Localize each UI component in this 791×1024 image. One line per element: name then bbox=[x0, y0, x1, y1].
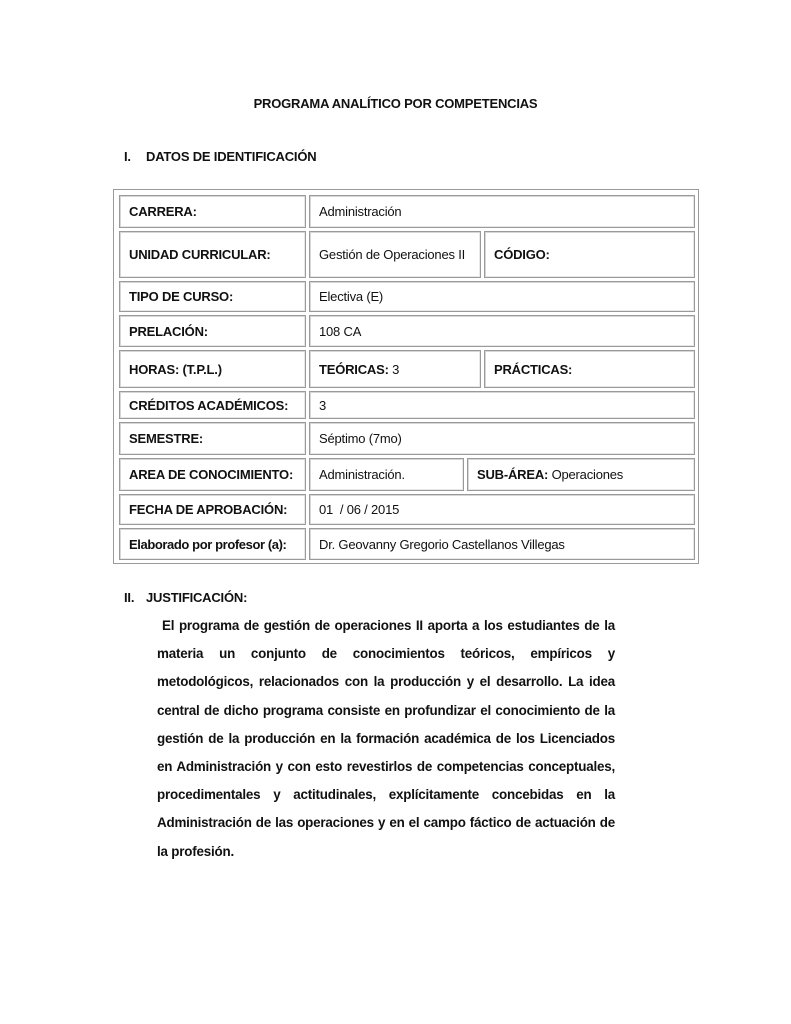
value-prelacion: 108 CA bbox=[309, 315, 695, 347]
value-subarea: Operaciones bbox=[551, 467, 624, 482]
label-fecha: FECHA DE APROBACIÓN: bbox=[119, 494, 306, 525]
label-practicas: PRÁCTICAS: bbox=[484, 350, 695, 388]
label-codigo: CÓDIGO: bbox=[484, 231, 695, 278]
value-creditos: 3 bbox=[309, 391, 695, 419]
section-title: DATOS DE IDENTIFICACIÓN bbox=[146, 149, 317, 164]
label-semestre: SEMESTRE: bbox=[119, 422, 306, 455]
section-heading-identificacion bbox=[124, 149, 316, 164]
value-semestre: Séptimo (7mo) bbox=[309, 422, 695, 455]
label-carrera: CARRERA: bbox=[119, 195, 306, 228]
teoricas-cell bbox=[309, 350, 481, 388]
section-title: JUSTIFICACIÓN: bbox=[146, 590, 248, 605]
label-creditos: CRÉDITOS ACADÉMICOS: bbox=[119, 391, 306, 419]
section-heading-justificacion bbox=[124, 590, 247, 605]
label-teoricas: TEÓRICAS: bbox=[319, 361, 389, 377]
subarea-cell bbox=[467, 458, 695, 491]
label-horas: HORAS: (T.P.L.) bbox=[119, 350, 306, 388]
label-tipo-curso: TIPO DE CURSO: bbox=[119, 281, 306, 312]
label-prelacion: PRELACIÓN: bbox=[119, 315, 306, 347]
value-tipo-curso: Electiva (E) bbox=[309, 281, 695, 312]
value-unidad-curricular: Gestión de Operaciones II bbox=[309, 231, 481, 278]
section-number: II. bbox=[124, 590, 135, 605]
label-elaborado: Elaborado por profesor (a): bbox=[119, 528, 306, 560]
value-teoricas: 3 bbox=[392, 361, 400, 377]
value-area: Administración. bbox=[309, 458, 464, 491]
value-elaborado: Dr. Geovanny Gregorio Castellanos Villegas bbox=[309, 528, 695, 560]
label-area: AREA DE CONOCIMIENTO: bbox=[119, 458, 306, 491]
value-carrera: Administración bbox=[309, 195, 695, 228]
justification-body bbox=[157, 612, 615, 866]
label-unidad-curricular: UNIDAD CURRICULAR: bbox=[119, 231, 306, 278]
section-number: I. bbox=[124, 149, 131, 164]
document-title: PROGRAMA ANALÍTICO POR COMPETENCIAS bbox=[253, 96, 538, 111]
value-fecha: 01 / 06 / 2015 bbox=[309, 494, 695, 525]
justification-paragraph: El programa de gestión de operaciones II aporta a los estudiantes de la materia un conjunto de conocimientos teóricos, empíricos y metodológicos, relacionados con la producción y el desarrollo. La idea central de dicho programa consiste en profundizar el conocimiento de la gestión de la producción en la formación académica de los Licenciados en Administración y con esto revestirlos de competencias conceptuales, procedimentales y actitudinales, explícitamente concebidas en la Administración de las operaciones y en el campo fáctico de actuación de la profesión. bbox=[157, 618, 615, 859]
label-subarea: SUB-ÁREA: bbox=[477, 467, 549, 482]
identification-table bbox=[113, 189, 699, 564]
